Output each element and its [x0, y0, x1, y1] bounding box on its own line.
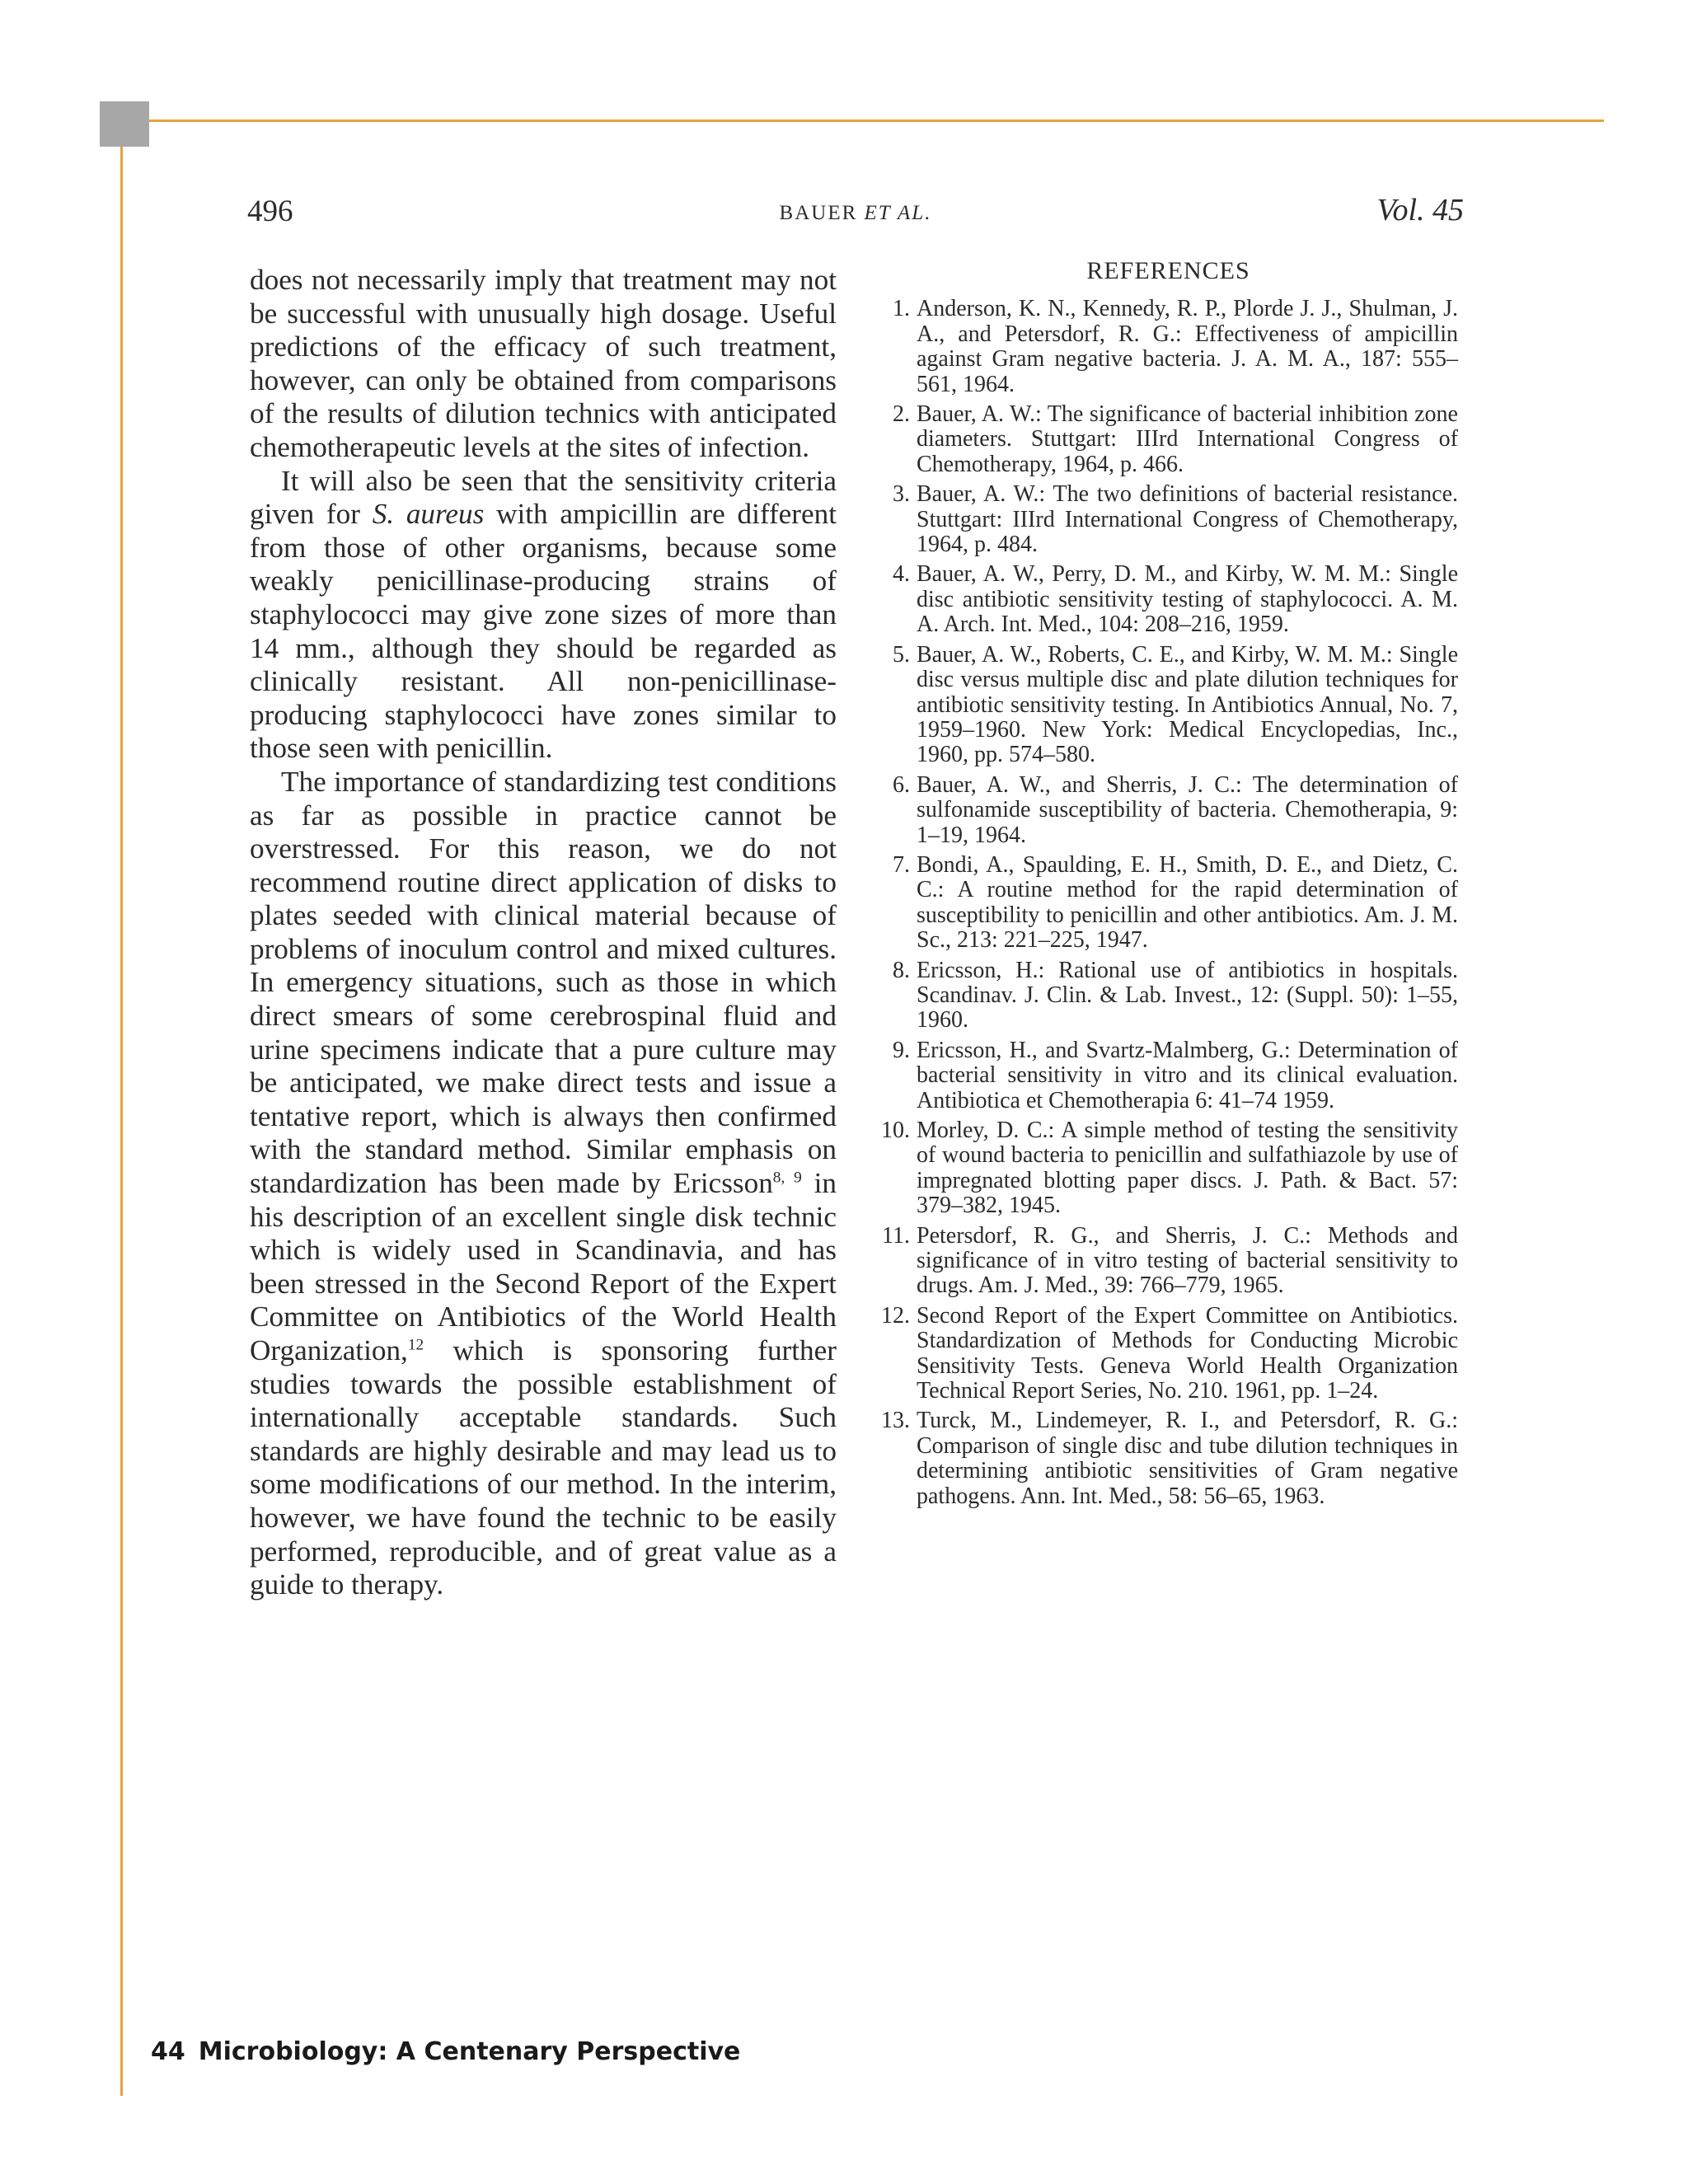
corner-block [100, 101, 149, 147]
body-paragraph-2-text-b: with ampicillin are different from those of other organisms, because some weakly penicillinase-producing strains of staphylococci may give zone sizes of more than 14 mm., although they should be regarded as clinically resistant. All non-penicillinase-producing staphylococci have zones similar to those seen with penicillin. [250, 498, 837, 765]
reference-item [879, 1118, 1458, 1219]
running-title [247, 202, 1464, 225]
reference-text: Petersdorf, R. G., and Sherris, J. C.: Methods and significance of in vitro testing of bacterial sensitivity to drugs. Am. J. Med., 39: 766–779, 1965. [917, 1222, 1458, 1299]
running-authors-suffix: ET AL. [864, 202, 932, 224]
body-paragraph-3 [250, 766, 837, 1602]
reference-item [879, 562, 1458, 637]
reference-text: Anderson, K. N., Kennedy, R. P., Plorde J. J., Shulman, J. A., and Petersdorf, R. G.: Effectiveness of ampicillin against Gram negative bacteria. J. A. M. A., 187: 555–561, 1964. [917, 296, 1458, 397]
reference-text: Bauer, A. W.: The significance of bacterial inhibition zone diameters. Stuttgart: IIIrd International Congress of Chemotherapy, 1964, p. 466. [917, 401, 1458, 477]
reference-text: Ericsson, H., and Svartz-Malmberg, G.: Determination of bacterial sensitivity in vitro and its clinical evaluation. Antibiotica et Chemotherapia 6: 41–74 1959. [917, 1037, 1458, 1113]
body-paragraph-3-text-c: which is sponsoring further studies towards the possible establishment of internationally acceptable standards. Such standards are highly desirable and may lead us to some modifications of our method. In the interim, however, we have found the technic to be easily performed, reproducible, and of great value as a guide to therapy. [250, 1334, 837, 1601]
left-accent-rule [120, 147, 123, 2096]
reference-text: Bauer, A. W., and Sherris, J. C.: The determination of sulfonamide susceptibility of bacteria. Chemotherapia, 9: 1–19, 1964. [917, 771, 1458, 848]
footer-book-title: Microbiology: A Centenary Perspective [198, 2037, 741, 2066]
reference-number: 4. [893, 561, 910, 588]
reference-item [879, 773, 1458, 848]
reference-item [879, 958, 1458, 1033]
reference-text: Bauer, A. W.: The two definitions of bacterial resistance. Stuttgart: IIIrd International Congress of Chemotherapy, 1964, p. 484. [917, 481, 1458, 558]
body-paragraph-2-text-a: It will also be seen that the sensitivity criteria given for [250, 464, 837, 531]
running-head [247, 194, 1464, 243]
body-paragraph-2 [250, 465, 837, 766]
footer-page-number: 44 [151, 2037, 185, 2066]
reference-item [879, 643, 1458, 768]
reference-item [879, 482, 1458, 557]
citation-superscript-8-9: 8, 9 [772, 1169, 802, 1187]
references-list [879, 297, 1458, 1509]
reference-number: 5. [893, 641, 910, 668]
reference-item [879, 1408, 1458, 1509]
reference-text: Ericsson, H.: Rational use of antibiotics in hospitals. Scandinav. J. Clin. & Lab. Invest., 12: (Suppl. 50): 1–55, 1960. [917, 957, 1458, 1033]
reference-number: 1. [893, 296, 910, 322]
reference-text: Bauer, A. W., Perry, D. M., and Kirby, W. M. M.: Single disc antibiotic sensitivity testing of staphylococci. A. M. A. Arch. Int. Med., 104: 208–216, 1959. [917, 561, 1458, 638]
volume-label: Vol. 45 [1376, 193, 1464, 227]
reference-item [879, 1224, 1458, 1299]
reference-item [879, 402, 1458, 477]
page-footer [151, 2037, 740, 2066]
reference-item [879, 853, 1458, 954]
top-accent-rule [149, 120, 1604, 122]
reference-number: 10. [881, 1118, 910, 1143]
references-column [879, 259, 1458, 1514]
reference-number: 2. [893, 401, 910, 428]
body-column [250, 264, 837, 1602]
reference-number: 12. [881, 1302, 910, 1329]
reference-number: 3. [893, 481, 910, 508]
reference-number: 11. [882, 1222, 910, 1249]
reference-item [879, 297, 1458, 397]
organism-name: S. aureus [372, 498, 485, 531]
reference-number: 6. [893, 771, 910, 798]
reference-text: Morley, D. C.: A simple method of testing the sensitivity of wound bacteria to penicillin and sulfathiazole by use of impregnated blotting paper discs. J. Path. & Bact. 57: 379–382, 1945. [917, 1118, 1458, 1219]
reference-text: Bondi, A., Spaulding, E. H., Smith, D. E., and Dietz, C. C.: A routine method for the rapid determination of susceptibility to penicillin and other antibiotics. Am. J. M. Sc., 213: 221–225, 1947. [917, 851, 1458, 954]
references-heading: REFERENCES [1086, 257, 1250, 284]
body-paragraph-3-text-b: in his description of an excellent single disk technic which is widely used in Scandinavia, and has been stressed in the Second Report of the Expert Committee on Antibiotics of the World Health Organization, [250, 1167, 837, 1366]
reference-number: 13. [881, 1408, 910, 1434]
body-paragraph-3-text-a: The importance of standardizing test conditions as far as possible in practice cannot be overstressed. For this reason, we do not recommend routine direct application of disks to plates seeded with clinical material because of problems of inoculum control and mixed cultures. In emergency situations, such as those in which direct smears of some cerebrospinal fluid and urine specimens indicate that a pure culture may be anticipated, we make direct tests and issue a tentative report, which is always then confirmed with the standard method. Similar emphasis on standardization has been made by Ericsson [250, 765, 837, 1200]
reference-number: 7. [893, 851, 910, 878]
reference-item [879, 1304, 1458, 1404]
reference-text: Second Report of the Expert Committee on Antibiotics. Standardization of Methods for Conducting Microbic Sensitivity Tests. Geneva World Health Organization Technical Report Series, No. 210. 1961, pp. 1–24. [917, 1302, 1458, 1404]
reference-item [879, 1038, 1458, 1113]
reference-number: 8. [893, 957, 910, 983]
body-paragraph-1: does not necessarily imply that treatment may not be successful with unusually high dosage. Useful predictions of the efficacy of such treatment, however, can only be obtained from comparisons of the results of dilution technics with anticipated chemotherapeutic levels at the sites of infection. [250, 264, 837, 463]
reference-text: Turck, M., Lindemeyer, R. I., and Petersdorf, R. G.: Comparison of single disc and tube dilution techniques in determining antibiotic sensitivities of Gram negative pathogens. Ann. Int. Med., 58: 56–65, 1963. [917, 1408, 1458, 1509]
reference-number: 9. [893, 1037, 910, 1063]
citation-superscript-12: 12 [407, 1336, 424, 1354]
running-authors: BAUER [779, 202, 858, 224]
reference-text: Bauer, A. W., Roberts, C. E., and Kirby, W. M. M.: Single disc versus multiple disc and plate dilution techniques for antibiotic sensitivity testing. In Antibiotics Annual, No. 7, 1959–1960. New York: Medical Encyclopedias, Inc., 1960, pp. 574–580. [917, 641, 1458, 768]
page-number: 496 [247, 194, 293, 228]
